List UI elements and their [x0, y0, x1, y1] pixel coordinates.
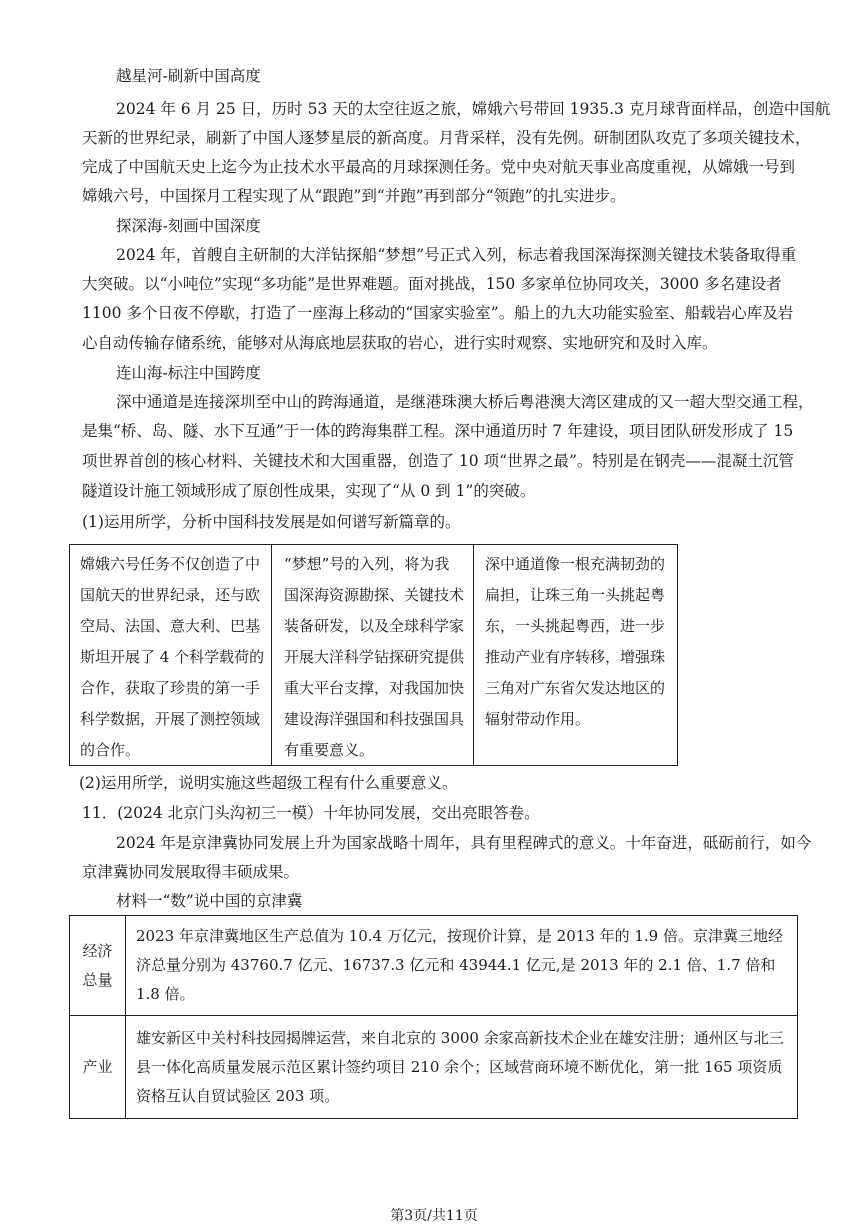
material-box-3 — [473, 544, 678, 766]
paragraph-line: 2024 年 6 月 25 日，历时 53 天的太空往返之旅，嫦娥六号带回 1935.3 克月球背面样品，创造中国航 — [116, 100, 831, 118]
question-1: (1)运用所学，分析中国科技发展是如何谱写新篇章的。 — [82, 513, 461, 531]
paragraph-line: 隧道设计施工领域形成了原创性成果，实现了“从 0 到 1”的突破。 — [82, 482, 536, 500]
paragraph-line: 2024 年，首艘自主研制的大洋钻探船“梦想”号正式入列，标志着我国深海探测关键技术装备取得重 — [116, 246, 797, 264]
intro-line: 2024 年是京津冀协同发展上升为国家战略十周年，具有里程碑式的意义。十年奋进，砥砺前行，如今 — [116, 834, 812, 852]
section-heading-3: 连山海-标注中国跨度 — [116, 364, 261, 382]
section-heading-1: 越星河-刷新中国高度 — [116, 67, 261, 85]
material-title: 材料一“数”说中国的京津冀 — [116, 892, 303, 910]
paragraph-line: 心自动传输存储系统，能够对从海底地层获取的岩心，进行实时观察、实地研究和及时入库。 — [82, 334, 718, 352]
data-table — [69, 915, 798, 1119]
paragraph-line: 是集“桥、岛、隧、水下互通”于一体的跨海集群工程。深中通道历时 7 年建设，项目团队研发形成了 15 — [82, 422, 794, 440]
material-box-2 — [271, 544, 474, 766]
paragraph-line: 项世界首创的核心材料、关键技术和大国重器，创造了 10 项“世界之最”。特别是在钢壳——混凝土沉管 — [82, 452, 794, 470]
paragraph-line: 嫦娥六号，中国探月工程实现了从“跟跑”到“并跑”再到部分“领跑”的扎实进步。 — [82, 187, 626, 205]
table-row — [70, 1016, 798, 1119]
section-heading-2: 探深海-刻画中国深度 — [116, 217, 261, 235]
page-footer: 第3页/共11页 — [390, 1208, 478, 1224]
paragraph-line: 天新的世界纪录，刷新了中国人逐梦星辰的新高度。月背采样，没有先例。研制团队攻克了多项关键技术， — [82, 129, 811, 147]
paragraph-line: 深中通道是连接深圳至中山的跨海通道，是继港珠澳大桥后粤港澳大湾区建成的又一超大型交通工程， — [116, 393, 814, 411]
item-11-title: 11．(2024 北京门头沟初三一模）十年协同发展，交出亮眼答卷。 — [82, 804, 540, 822]
box-text: “梦想”号的入列，将为我 国深海资源勘探、关键技术 装备研发，以及全球科学家 开展大洋科学钻探研究提供 重大平台支撑，对我国加快 建设海洋强国和科技强国具 有重要意义。 — [284, 555, 465, 759]
question-2: (2)运用所学，说明实施这些超级工程有什么重要意义。 — [79, 774, 458, 792]
intro-line: 京津冀协同发展取得丰硕成果。 — [82, 863, 300, 881]
material-box-1 — [69, 544, 272, 766]
paragraph-line: 完成了中国航天史上迄今为止技术水平最高的月球探测任务。党中央对航天事业高度重视，从嫦娥一号到 — [82, 158, 796, 176]
box-text: 深中通道像一根充满韧劲的 扁担，让珠三角一头挑起粤 东，一头挑起粤西，进一步 推动产业有序转移，增强珠 三角对广东省欠发达地区的 辐射带动作用。 — [485, 555, 666, 728]
box-text: 嫦娥六号任务不仅创造了中 国航天的世界纪录，还与欧 空局、法国、意大利、巴基 斯坦开展了 4 个科学载荷的 合作，获取了珍贵的第一手 科学数据，开展了测控领域 的合作。 — [80, 555, 265, 759]
table-row-header: 产业 — [70, 1016, 126, 1119]
paragraph-line: 1100 多个日夜不停歇，打造了一座海上移动的“国家实验室”。船上的九大功能实验室、船载岩心库及岩 — [82, 304, 794, 322]
table-row-header: 经济 总量 — [70, 916, 126, 1016]
paragraph-line: 大突破。以“小吨位”实现“多功能”是世界难题。面对挑战，150 多家单位协同攻关，3000 多名建设者 — [82, 275, 782, 293]
table-cell: 2023 年京津冀地区生产总值为 10.4 万亿元，按现价计算，是 2013 年的 1.9 倍。京津冀三地经济总量分别为 43760.7 亿元、16737.3 亿元和 43944.1 亿元,是 2013 年的 2.1 倍、1.7 倍和 1.8 倍。 — [126, 916, 798, 1016]
table-row — [70, 916, 798, 1016]
table-cell: 雄安新区中关村科技园揭牌运营，来自北京的 3000 余家高新技术企业在雄安注册；通州区与北三县一体化高质量发展示范区累计签约项目 210 余个；区域营商环境不断优化，第一批 165 项资质资格互认自贸试验区 203 项。 — [126, 1016, 798, 1119]
